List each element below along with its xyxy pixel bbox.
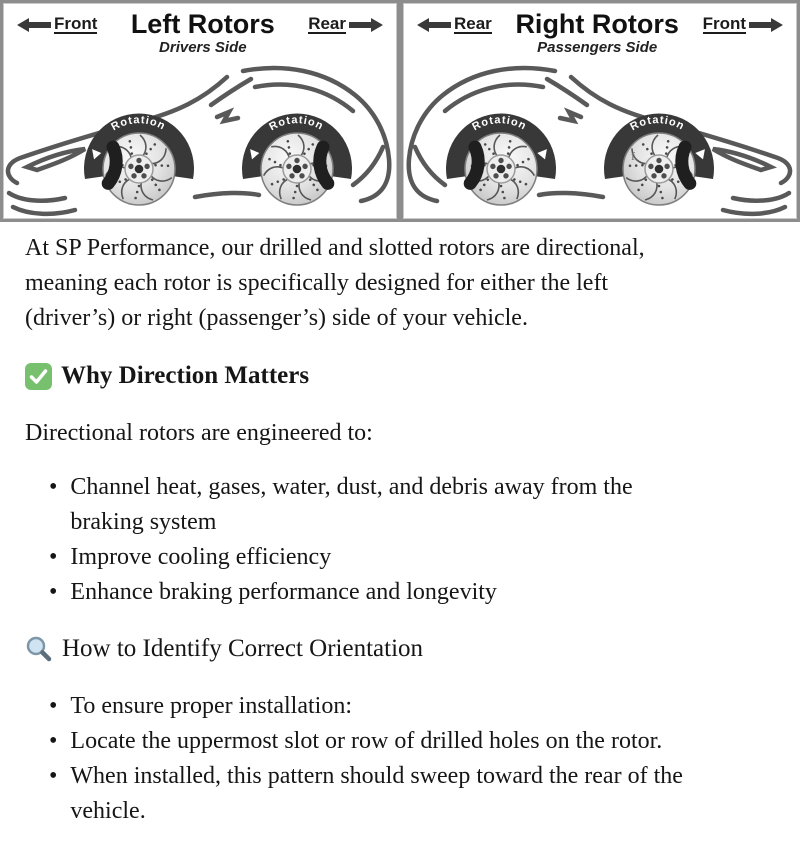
rotation-label-rear-right: Rotation: [470, 114, 529, 134]
panel-title: Left Rotors: [130, 9, 275, 39]
list-item-text: [70, 724, 662, 759]
arrow-left-icon: [417, 18, 451, 32]
list-line: When installed, this pattern should sweep toward the rear of the: [70, 763, 683, 789]
rear-label: Rear: [454, 14, 492, 33]
bullet-dot: •: [49, 728, 58, 754]
list-item: [49, 575, 775, 610]
list-line: vehicle.: [70, 798, 146, 824]
rotation-label-front-left: Rotation: [109, 114, 168, 134]
panel-subtitle: Passengers Side: [537, 39, 658, 56]
list-line: Locate the uppermost slot or row of drilled holes on the rotor.: [70, 728, 663, 754]
list-item-text: [70, 759, 682, 829]
intro-line: (driver’s) or right (passenger’s) side of your vehicle.: [25, 305, 528, 331]
list-line: Improve cooling efficiency: [70, 544, 332, 570]
front-label: Front: [54, 14, 98, 33]
rear-direction-left: [308, 15, 383, 34]
intro-line: meaning each rotor is specifically designed for either the left: [25, 270, 609, 296]
list-line: Enhance braking performance and longevity: [70, 579, 497, 605]
left-car-illustration: [3, 57, 395, 221]
list-line: braking system: [70, 509, 217, 535]
right-car-illustration: [403, 57, 795, 221]
bullet-dot: •: [49, 579, 58, 605]
engineered-to-lead: Directional rotors are engineered to:: [25, 420, 373, 446]
list-item-text: [70, 575, 497, 610]
why-direction-list: [25, 470, 775, 610]
list-item-text: [70, 540, 331, 575]
why-direction-heading-row: [25, 361, 775, 391]
rotation-label-front-right: Rotation: [628, 114, 687, 134]
list-line: To ensure proper installation:: [70, 693, 352, 719]
article-body: [0, 222, 800, 829]
rotor-direction-diagram: [0, 0, 800, 222]
panel-subtitle: Drivers Side: [159, 39, 247, 56]
list-item: [49, 689, 775, 724]
list-item-text: [70, 689, 352, 724]
rotation-label-rear-left: Rotation: [267, 114, 326, 134]
check-mark-icon: [25, 363, 52, 390]
front-label: Front: [702, 14, 746, 33]
left-panel-header: [3, 3, 397, 55]
list-item-text: [70, 470, 632, 540]
panel-title: Right Rotors: [515, 9, 679, 39]
bullet-dot: •: [49, 763, 58, 789]
list-line: Channel heat, gases, water, dust, and debris away from the: [70, 474, 633, 500]
orientation-heading: How to Identify Correct Orientation: [62, 635, 424, 662]
list-item: [49, 540, 775, 575]
arrow-left-icon: [17, 18, 51, 32]
rear-direction-right: [417, 15, 492, 34]
bullet-dot: •: [49, 544, 58, 570]
scan-artifact-mark: f: [631, 149, 635, 163]
bullet-dot: •: [49, 474, 58, 500]
orientation-heading-row: [25, 634, 775, 664]
left-rotors-panel: [0, 0, 400, 222]
right-panel-titles: [492, 11, 703, 56]
bullet-dot: •: [49, 693, 58, 719]
rear-label: Rear: [308, 14, 346, 33]
front-direction-left: [17, 15, 97, 34]
list-item: [49, 724, 775, 759]
arrow-right-icon: [349, 18, 383, 32]
intro-paragraph: [25, 231, 775, 336]
magnifying-glass-icon: [25, 635, 53, 663]
arrow-right-icon: [749, 18, 783, 32]
left-panel-titles: [97, 11, 308, 56]
right-rotors-panel: [400, 0, 800, 222]
intro-line: At SP Performance, our drilled and slotted rotors are directional,: [25, 235, 645, 261]
list-item: [49, 759, 775, 829]
right-panel-header: [403, 3, 797, 55]
orientation-list: [25, 689, 775, 829]
why-direction-heading: Why Direction Matters: [61, 362, 310, 389]
list-item: [49, 470, 775, 540]
front-direction-right: [703, 15, 783, 34]
